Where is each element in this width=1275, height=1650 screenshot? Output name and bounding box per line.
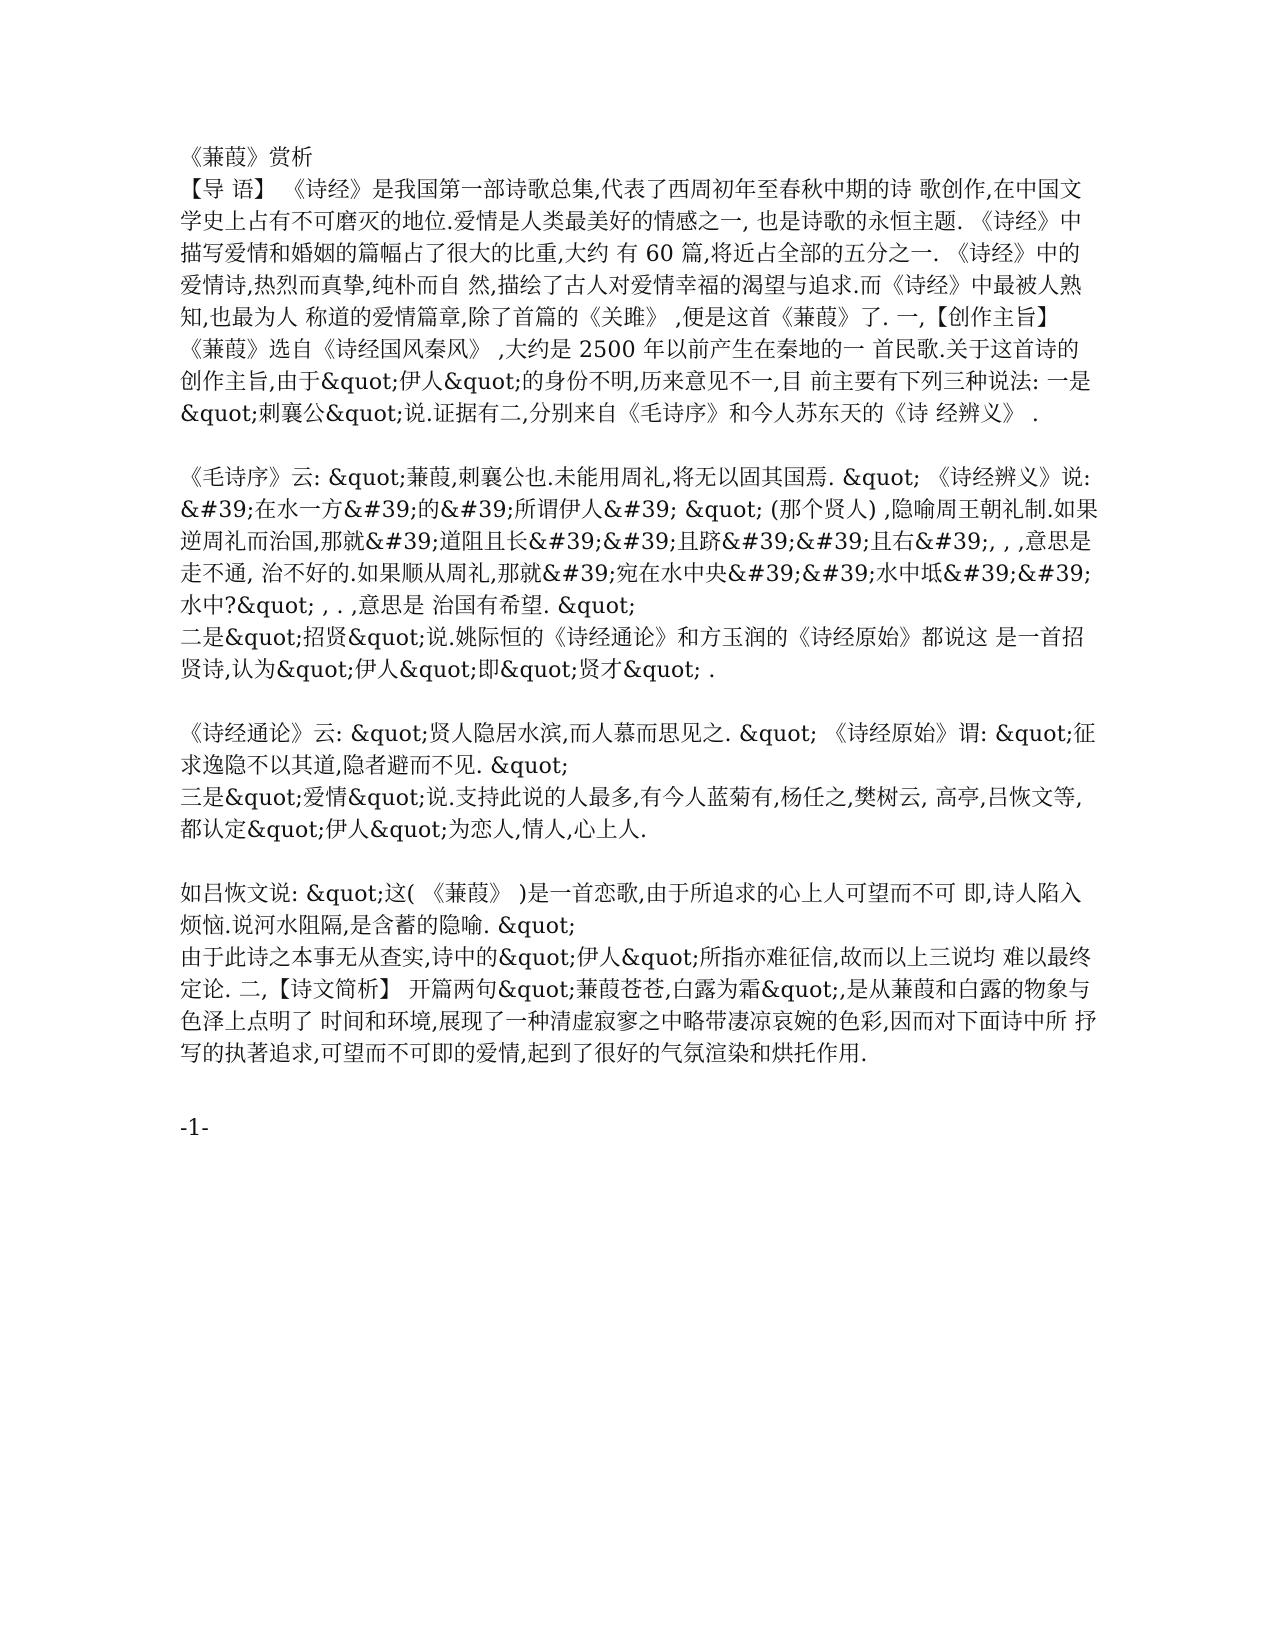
paragraph-tonglun: 《诗经通论》云: &quot;贤人隐居水滨,而人慕而思见之. &quot; 《诗经原始》谓: &quot;征求逸隐不以其道,隐者避而不见. &quot; xyxy=(180,722,1096,779)
document-title: 《蒹葭》赏析 xyxy=(180,146,314,171)
paragraph-second-theory: 二是&quot;招贤&quot;说.姚际恒的《诗经通论》和方玉润的《诗经原始》都说这 是一首招贤诗,认为&quot;伊人&quot;即&quot;贤才&quot; . xyxy=(180,626,1085,683)
paragraph-lv-quote: 如吕恢文说: &quot;这( 《蒹葭》 )是一首恋歌,由于所追求的心上人可望而不可 即,诗人陷入烦恼.说河水阻隔,是含蓄的隐喻. &quot; xyxy=(180,882,1082,939)
paragraph-gap xyxy=(180,687,1100,719)
paragraph-analysis: 由于此诗之本事无从查实,诗中的&quot;伊人&quot;所指亦难征信,故而以上三说均 难以最终定论. 二,【诗文简析】 开篇两句&quot;蒹葭苍苍,白露为霜&quot;,是从蒹葭和白露的物象与色泽上点明了 时间和环境,展现了一种清虚寂寥之中略带凄凉哀婉的色彩,因而对下面诗中所 抒写的执著追求,可望而不可即的爱情,起到了很好的气氛渲染和烘托作用. xyxy=(180,946,1097,1067)
paragraph-third-theory: 三是&quot;爱情&quot;说.支持此说的人最多,有今人蓝菊有,杨任之,樊树云, 高亭,吕恢文等,都认定&quot;伊人&quot;为恋人,情人,心上人. xyxy=(180,786,1083,843)
page-number: -1- xyxy=(180,1116,209,1141)
paragraph-gap xyxy=(180,431,1100,463)
paragraph-maoshixu: 《毛诗序》云: &quot;蒹葭,刺襄公也.未能用周礼,将无以固其国焉. &quot; 《诗经辨义》说:&#39;在水一方&#39;的&#39;所谓伊人&#39; &quot; (那个贤人) ,隐喻周王朝礼制.如果逆周礼而治国,那就&#39;道阻且长&#39;&#39;且跻&#39;&#39;且右&#39;, , ,意思是走不通, 治不好的.如果顺从周礼,那就&#39;宛在水中央&#39;&#39;水中坻&#39;&#39;水中?&quot; , . ,意思是 治国有希望. &quot; xyxy=(180,466,1099,619)
document-body xyxy=(180,143,1100,1071)
paragraph-intro: 【导 语】 《诗经》是我国第一部诗歌总集,代表了西周初年至春秋中期的诗 歌创作,在中国文学史上占有不可磨灭的地位.爱情是人类最美好的情感之一, 也是诗歌的永恒主题. 《诗经》中描写爱情和婚姻的篇幅占了很大的比重,大约 有 60 篇,将近占全部的五分之一. 《诗经》中的爱情诗,热烈而真挚,纯朴而自 然,描绘了古人对爱情幸福的渴望与追求.而《诗经》中最被人熟知,也最为人 称道的爱情篇章,除了首篇的《关雎》 ,便是这首《蒹葭》了. 一,【创作主旨】 《蒹葭》选自《诗经国风秦风》 ,大约是 2500 年以前产生在秦地的一 首民歌.关于这首诗的创作主旨,由于&quot;伊人&quot;的身份不明,历来意见不一,目 前主要有下列三种说法: 一是&quot;刺襄公&quot;说.证据有二,分别来自《毛诗序》和今人苏东天的《诗 经辨义》 . xyxy=(180,178,1092,427)
paragraph-gap xyxy=(180,847,1100,879)
